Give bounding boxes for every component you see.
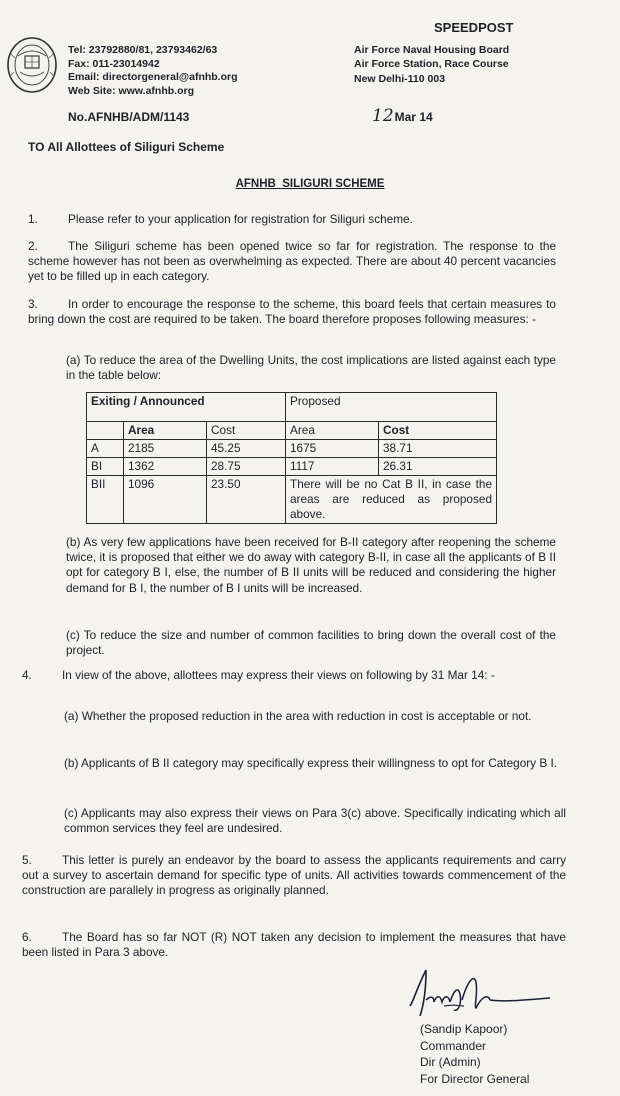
para-3a: (a) To reduce the area of the Dwelling Units, the cost implications are listed against each type in the table below:	[66, 353, 556, 383]
signature-block	[420, 1021, 529, 1087]
table-row	[87, 440, 497, 458]
group-existing: Exiting / Announced	[87, 393, 286, 422]
para-number: 4.	[22, 668, 32, 682]
table-row	[87, 476, 497, 524]
para-number: 2.	[28, 239, 38, 253]
para-3c: (c) To reduce the size and number of common facilities to bring down the overall cost of the project.	[66, 628, 556, 658]
subject	[0, 178, 620, 190]
row-cost: 45.25	[207, 440, 286, 458]
fax: Fax: 011-23014942	[68, 57, 160, 70]
para-1	[28, 212, 568, 227]
para-number: 3.	[28, 297, 38, 311]
reference-number: No.AFNHB/ADM/1143	[68, 110, 190, 124]
para-4c: (c) Applicants may also express their views on Para 3(c) above. Specifically indicating which all common services they feel are undesired.	[64, 806, 566, 836]
para-6	[22, 930, 566, 960]
row-cost: 28.75	[207, 458, 286, 476]
sender-address	[354, 43, 509, 86]
table-column-header	[87, 422, 497, 440]
row-proposed-cost: 38.71	[379, 440, 497, 458]
para-4a: (a) Whether the proposed reduction in the area with reduction in cost is acceptable or not.	[64, 709, 532, 723]
signatory-for: For Director General	[420, 1071, 530, 1086]
signatory-name: (Sandip Kapoor)	[420, 1022, 508, 1036]
para-text: The Board has so far NOT (R) NOT taken any decision to implement the measures that have been listed in Para 3 above.	[22, 930, 566, 960]
para-4	[22, 668, 566, 683]
contact-block	[68, 44, 238, 98]
para-3	[28, 297, 556, 327]
para-text: In order to encourage the response to the scheme, this board feels that certain measures to bring down the cost are required to be taken. The board therefore proposes following measures: -	[28, 297, 556, 327]
para-3b: (b) As very few applications have been received for B-II category after reopening the scheme twice, it is proposed that either we do away with category B-II, in case all the applicants of B II opt for category B I, else, the number of B II units will be reduced and considering the higher demand for B I, the number of B I units will be increased.	[66, 535, 556, 595]
address-line-1: Air Force Naval Housing Board	[354, 44, 510, 56]
signatory-post: Dir (Admin)	[420, 1055, 481, 1070]
date-month-year: Mar 14	[394, 110, 433, 124]
address-line-3: New Delhi-110 003	[354, 72, 446, 85]
speedpost-label: SPEEDPOST	[434, 20, 514, 35]
para-number: 6.	[22, 930, 32, 944]
signatory-rank: Commander	[420, 1038, 487, 1053]
handwritten-signature	[404, 960, 564, 1024]
row-area: 1362	[124, 458, 207, 476]
row-area: 2185	[124, 440, 207, 458]
table-group-header	[87, 393, 497, 422]
para-text: In view of the above, allottees may express their views on following by 31 Mar 14: -	[62, 668, 495, 682]
row-proposed-cost: 26.31	[379, 458, 497, 476]
row-proposed-area: 1117	[286, 458, 379, 476]
para-text: Please refer to your application for registration for Siliguri scheme.	[68, 212, 413, 226]
col-proposed-cost: Cost	[379, 422, 497, 440]
air-force-emblem	[6, 36, 58, 94]
para-2	[28, 239, 556, 285]
para-text: This letter is purely an endeavor by the board to assess the applicants requirements and carry out a survey to ascertain demand for specific type of units. All activities towards commencement of the construction are parallely in progress as originally planned.	[22, 853, 566, 898]
para-number: 1.	[28, 212, 38, 226]
telephone: Tel: 23792880/81, 23793462/63	[68, 44, 218, 56]
row-type: BI	[87, 458, 124, 476]
row-proposed-note: There will be no Cat B II, in case the areas are reduced as proposed above.	[286, 476, 497, 524]
email: Email: directorgeneral@afnhb.org	[68, 71, 238, 84]
row-area: 1096	[124, 476, 207, 524]
col-cost: Cost	[207, 422, 286, 440]
addressee: TO All Allottees of Siliguri Scheme	[28, 140, 225, 154]
row-type: A	[87, 440, 124, 458]
letter-date	[372, 106, 433, 126]
group-proposed: Proposed	[286, 393, 497, 422]
col-proposed-area: Area	[286, 422, 379, 440]
para-4b: (b) Applicants of B II category may specifically express their willingness to opt for Category B I.	[64, 756, 558, 770]
para-text: The Siliguri scheme has been opened twice so far for registration. The response to the scheme however has not been as overwhelming as expected. There are about 40 percent vacancies yet to be filled up in each category.	[28, 239, 556, 284]
para-number: 5.	[22, 853, 32, 867]
row-cost: 23.50	[207, 476, 286, 524]
para-5	[22, 853, 566, 899]
subject-text: AFNHB SILIGURI SCHEME	[235, 178, 385, 190]
area-cost-table	[86, 392, 497, 524]
col-area: Area	[124, 422, 207, 440]
date-day-handwritten: 12	[372, 106, 394, 126]
website: Web Site: www.afnhb.org	[68, 84, 194, 97]
table-row	[87, 458, 497, 476]
address-line-2: Air Force Station, Race Course	[354, 58, 509, 71]
row-type: BII	[87, 476, 124, 524]
row-proposed-area: 1675	[286, 440, 379, 458]
